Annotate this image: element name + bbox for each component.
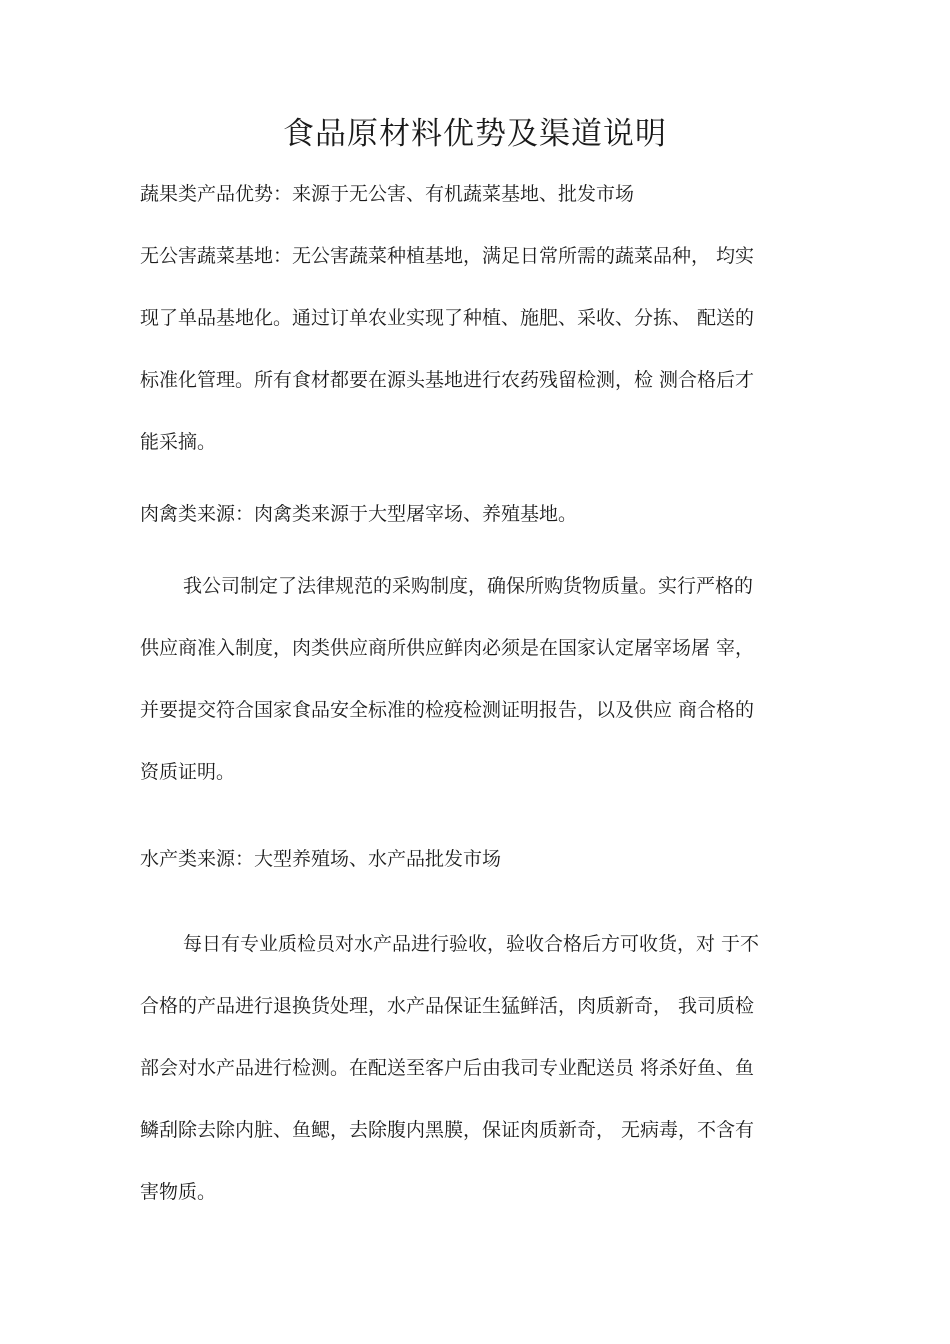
meat-para-line-4: 资质证明。 — [140, 761, 236, 783]
meat-para-line-2: 供应商准入制度，肉类供应商所供应鲜肉必须是在国家认定屠宰场屠 宰， — [140, 637, 755, 659]
meat-para-line-3: 并要提交符合国家食品安全标准的检疫检测证明报告，以及供应 商合格的 — [140, 699, 755, 721]
seafood-source-heading: 水产类来源：大型养殖场、水产品批发市场 — [140, 848, 502, 870]
meat-source-heading: 肉禽类来源：肉禽类来源于大型屠宰场、养殖基地。 — [140, 503, 578, 525]
veg-base-line-2: 现了单品基地化。通过订单农业实现了种植、施肥、采收、分拣、 配送的 — [140, 307, 755, 329]
seafood-para-line-5: 害物质。 — [140, 1181, 217, 1203]
meat-para-line-1: 我公司制定了法律规范的采购制度，确保所购货物质量。实行严格的 — [183, 575, 754, 597]
seafood-para-line-1: 每日有专业质检员对水产品进行验收，验收合格后方可收货，对 于不 — [183, 933, 760, 955]
seafood-para-line-3: 部会对水产品进行检测。在配送至客户后由我司专业配送员 将杀好鱼、鱼 — [140, 1057, 755, 1079]
veg-advantage-heading: 蔬果类产品优势：来源于无公害、有机蔬菜基地、批发市场 — [140, 183, 635, 205]
veg-base-line-3: 标准化管理。所有食材都要在源头基地进行农药残留检测，检 测合格后才 — [140, 369, 755, 391]
veg-base-line-4: 能采摘。 — [140, 431, 217, 453]
document-title: 食品原材料优势及渠道说明 — [283, 116, 667, 152]
seafood-para-line-4: 鳞刮除去除内脏、鱼鳃，去除腹内黑膜，保证肉质新奇， 无病毒，不含有 — [140, 1119, 755, 1141]
seafood-para-line-2: 合格的产品进行退换货处理，水产品保证生猛鲜活，肉质新奇， 我司质检 — [140, 995, 755, 1017]
veg-base-line-1: 无公害蔬菜基地：无公害蔬菜种植基地，满足日常所需的蔬菜品种， 均实 — [140, 245, 755, 267]
